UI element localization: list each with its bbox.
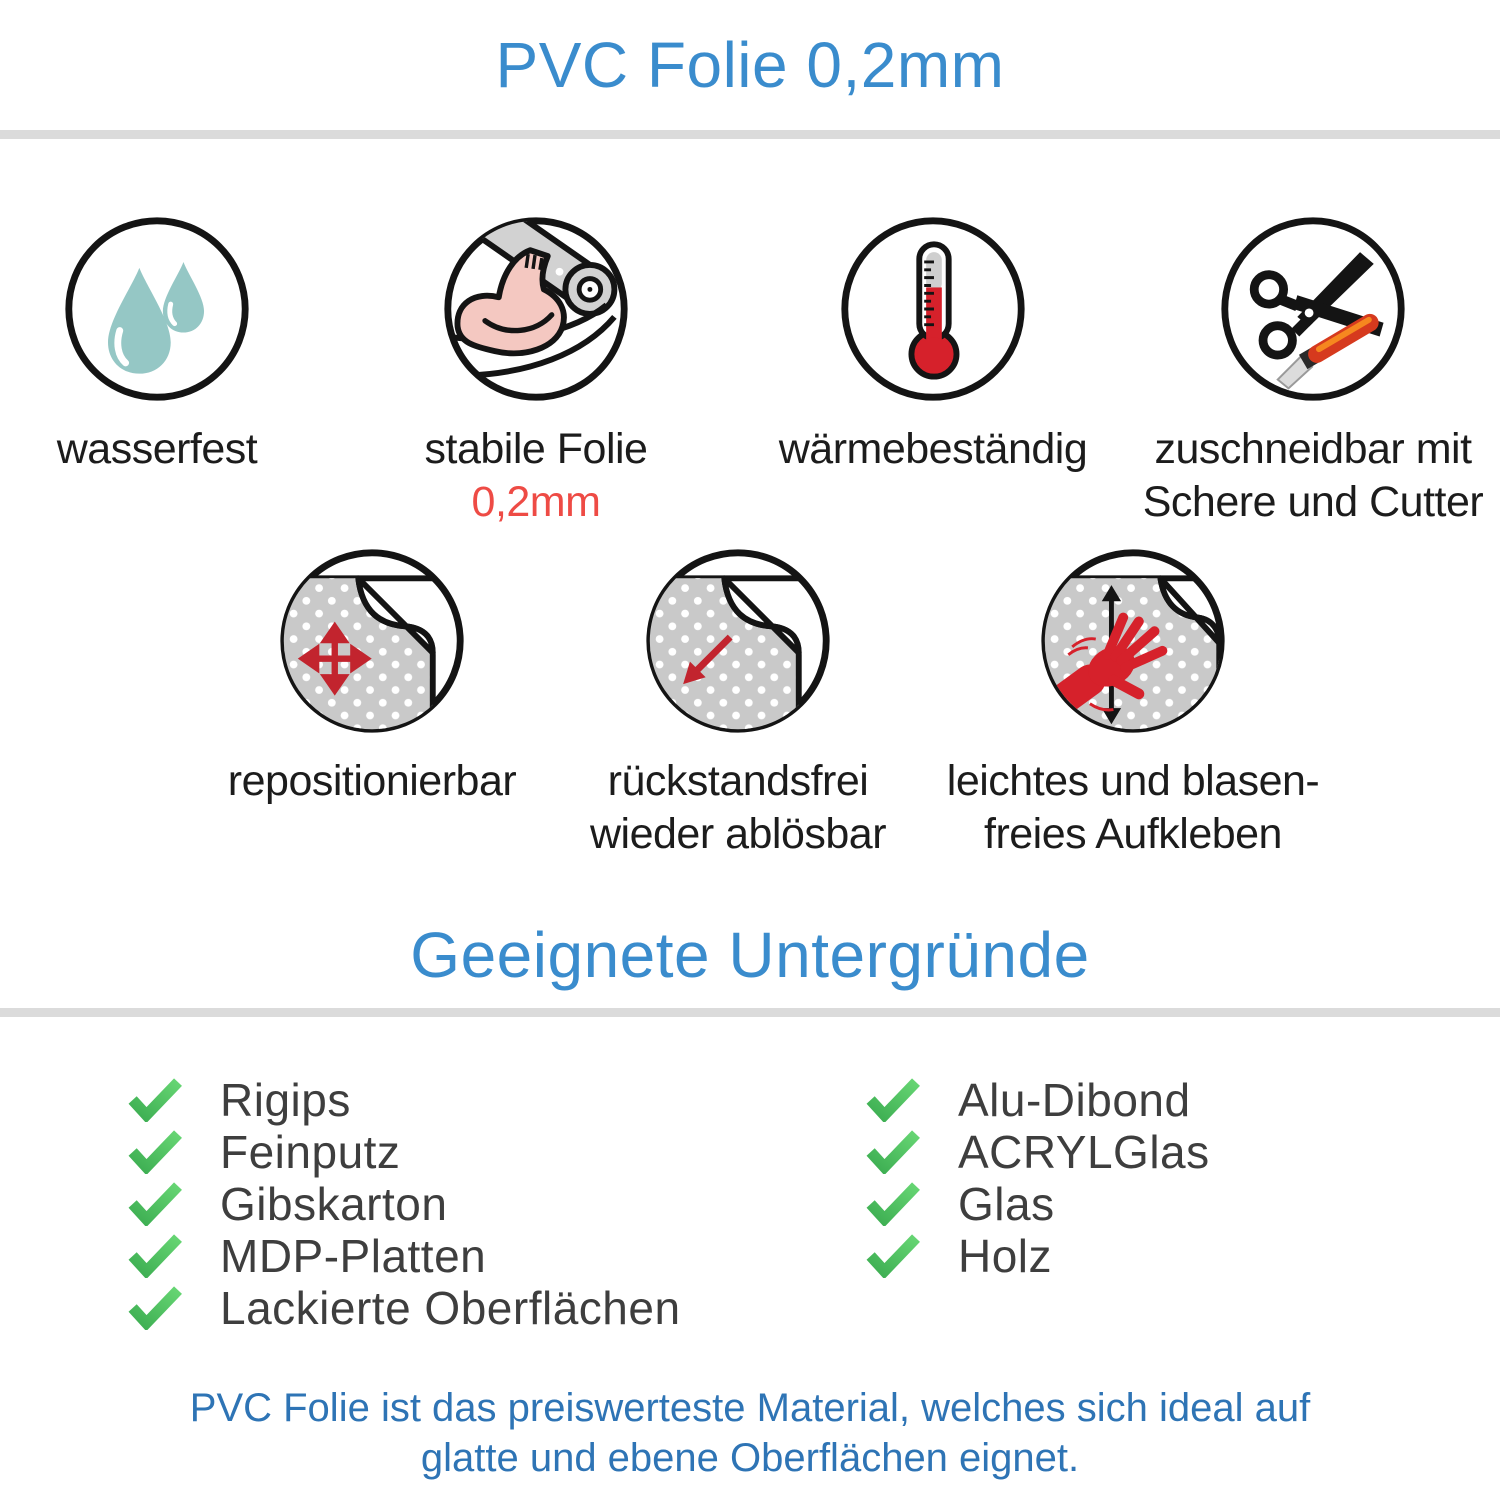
check-icon (866, 1130, 922, 1174)
surface-label: Holz (958, 1230, 1053, 1282)
feature-thickness-value: 0,2mm (471, 478, 601, 527)
list-item (128, 1178, 681, 1230)
surface-label: MDP-Platten (220, 1230, 487, 1282)
surface-label: ACRYLGlas (958, 1126, 1210, 1178)
feature-column-repositionierbar (192, 543, 552, 808)
feature-label-line: repositionierbar (227, 757, 517, 805)
surface-label: Rigips (220, 1074, 351, 1126)
feature-column-rueckstandsfrei (558, 543, 918, 862)
footer-line: glatte und ebene Oberflächen eignet. (420, 1435, 1080, 1480)
feature-label (57, 423, 258, 476)
feature-label-line: Schere und Cutter (1142, 478, 1484, 527)
list-item (128, 1282, 681, 1334)
check-icon (866, 1078, 922, 1122)
feature-column-blasenfreies-aufkleben (923, 543, 1343, 862)
hand-smoothing-foil-icon (1035, 543, 1231, 739)
feature-label-line: rückstandsfrei (607, 757, 869, 805)
check-icon (128, 1078, 184, 1122)
surfaces-list-right (866, 1074, 1210, 1282)
feature-label (779, 423, 1088, 476)
feature-label-line: wieder ablösbar (589, 810, 887, 859)
list-item (866, 1178, 1210, 1230)
feature-label (1143, 423, 1483, 530)
check-icon (866, 1182, 922, 1226)
feature-label-line: wasserfest (56, 425, 258, 473)
check-icon (866, 1234, 922, 1278)
feature-column-wasserfest (0, 211, 314, 476)
divider (0, 1008, 1500, 1017)
list-item (128, 1230, 681, 1282)
feature-column-waermebestaendig (763, 211, 1103, 476)
surface-label: Gibskarton (220, 1178, 448, 1230)
footer-note (0, 1384, 1500, 1483)
feature-column-zuschneidbar (1128, 211, 1498, 530)
muscle-arm-foil-roll-icon (438, 211, 634, 407)
check-icon (128, 1182, 184, 1226)
feature-label (947, 755, 1319, 862)
list-item (128, 1074, 681, 1126)
divider (0, 130, 1500, 139)
surface-label: Feinputz (220, 1126, 401, 1178)
check-icon (128, 1130, 184, 1174)
feature-column-stabile-folie (376, 211, 696, 530)
list-item (866, 1126, 1210, 1178)
feature-label-line: zuschneidbar mit (1154, 425, 1472, 473)
foil-move-arrows-icon (274, 543, 470, 739)
foil-peel-arrow-icon (640, 543, 836, 739)
check-icon (128, 1234, 184, 1278)
surface-label: Alu-Dibond (958, 1074, 1191, 1126)
feature-label-line: wärmebeständig (778, 425, 1088, 473)
surface-label: Glas (958, 1178, 1055, 1230)
feature-label (590, 755, 886, 862)
feature-label-line: stabile Folie (424, 425, 648, 473)
list-item (866, 1074, 1210, 1126)
feature-label-line: freies Aufkleben (984, 810, 1282, 859)
surfaces-title: Geeignete Untergründe (410, 919, 1090, 991)
list-item (128, 1126, 681, 1178)
check-icon (128, 1286, 184, 1330)
water-drops-icon (59, 211, 255, 407)
feature-label (425, 423, 648, 530)
scissors-and-cutter-icon (1215, 211, 1411, 407)
feature-label (228, 755, 516, 808)
list-item (866, 1230, 1210, 1282)
feature-label-line: leichtes und blasen- (946, 757, 1320, 805)
page-title: PVC Folie 0,2mm (495, 29, 1005, 101)
thermometer-icon (835, 211, 1031, 407)
footer-line: PVC Folie ist das preiswerteste Material, welches sich ideal auf (189, 1386, 1311, 1430)
surfaces-list-left (128, 1074, 681, 1334)
surface-label: Lackierte Oberflächen (220, 1282, 681, 1334)
